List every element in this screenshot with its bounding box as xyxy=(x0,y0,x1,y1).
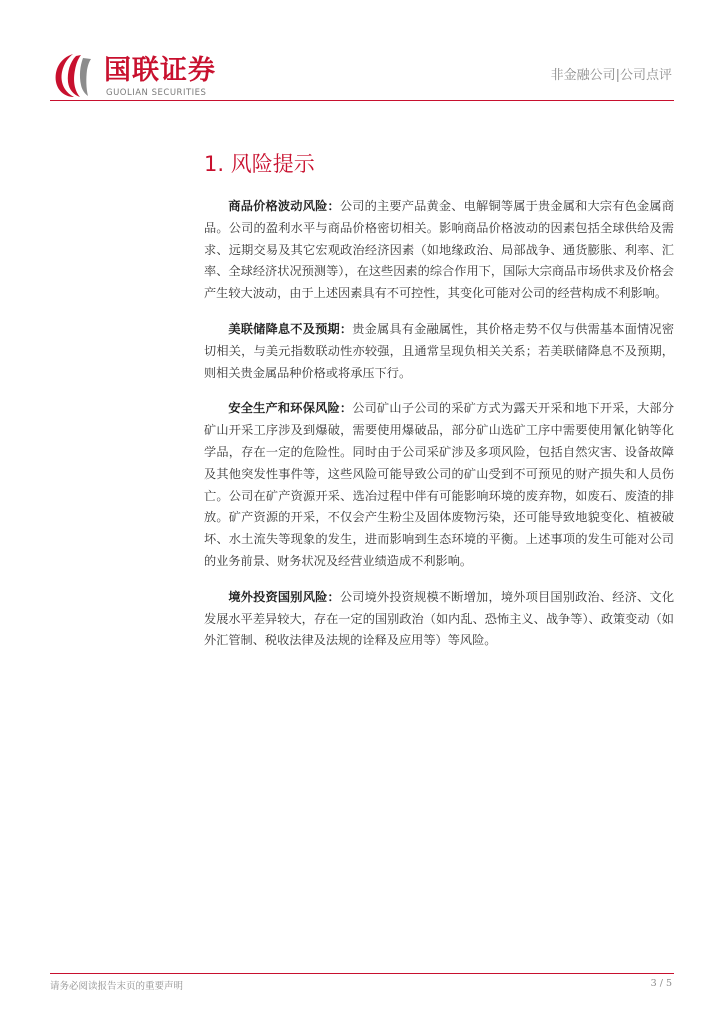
paragraph-text: 贵金属具有金融属性，其价格走势不仅与供需基本面情况密切相关，与美元指数联动性亦较强，且通常呈现负相关关系；若美联储降息不及预期，则相关贵金属品种价格或将承压下行。 xyxy=(204,321,675,380)
page-header xyxy=(0,0,724,100)
risk-paragraph-safety xyxy=(204,398,674,572)
footer-divider xyxy=(50,973,674,974)
page-number: 3 / 5 xyxy=(650,978,672,989)
risk-paragraph-overseas xyxy=(204,587,674,652)
paragraph-lead: 商品价格波动风险： xyxy=(228,199,340,213)
risk-content xyxy=(204,196,674,666)
header-divider xyxy=(50,100,674,101)
logo-chinese-name: 国联证券 xyxy=(104,55,216,86)
paragraph-lead: 美联储降息不及预期： xyxy=(228,321,353,336)
risk-paragraph-commodity xyxy=(204,196,674,305)
paragraph-text: 公司的主要产品黄金、电解铜等属于贵金属和大宗有色金属商品。公司的盈利水平与商品价格密切相关。影响商品价格波动的因素包括全球供给及需求、远期交易及其它宏观政治经济因素（如地缘政治、局部战争、通货膨胀、利率、汇率、全球经济状况预测等），在这些因素的综合作用下，国际大宗商品市场供求及价格会产生较大波动，由于上述因素具有不可控性，其变化可能对公司的经营构成不利影响。 xyxy=(204,199,675,301)
section-title: 1. 风险提示 xyxy=(204,152,315,176)
report-type-label: 非金融公司|公司点评 xyxy=(550,68,672,83)
paragraph-lead: 安全生产和环保风险： xyxy=(228,401,353,416)
risk-paragraph-fed xyxy=(204,319,674,384)
guolian-logo-icon xyxy=(50,52,96,98)
logo-english-name: GUOLIAN SECURITIES xyxy=(106,88,207,98)
footer-disclaimer: 请务必阅读报告末页的重要声明 xyxy=(50,981,184,992)
paragraph-text: 公司矿山子公司的采矿方式为露天开采和地下开采，大部分矿山开采工序涉及到爆破，需要使用爆破品，部分矿山选矿工序中需要使用氰化钠等化学品，存在一定的危险性。同时由于公司采矿涉及多项风险，包括自然灾害、设备故障及其他突发性事件等，这些风险可能导致公司的矿山受到不可预见的财产损失和人员伤亡。公司在矿产资源开采、选冶过程中伴有可能影响环境的废弃物，如废石、废渣的排放。矿产资源的开采，不仅会产生粉尘及固体废物污染，还可能导致地貌变化、植被破坏、水土流失等现象的发生，进而影响到生态环境的平衡。上述事项的发生可能对公司的业务前景、财务状况及经营业绩造成不利影响。 xyxy=(204,401,675,568)
paragraph-lead: 境外投资国别风险： xyxy=(228,589,340,604)
paragraph-text: 公司境外投资规模不断增加，境外项目国别政治、经济、文化发展水平差异较大，存在一定的国别政治（如内乱、恐怖主义、战争等）、政策变动（如外汇管制、税收法律及法规的诠释及应用等）等风险。 xyxy=(204,589,675,648)
